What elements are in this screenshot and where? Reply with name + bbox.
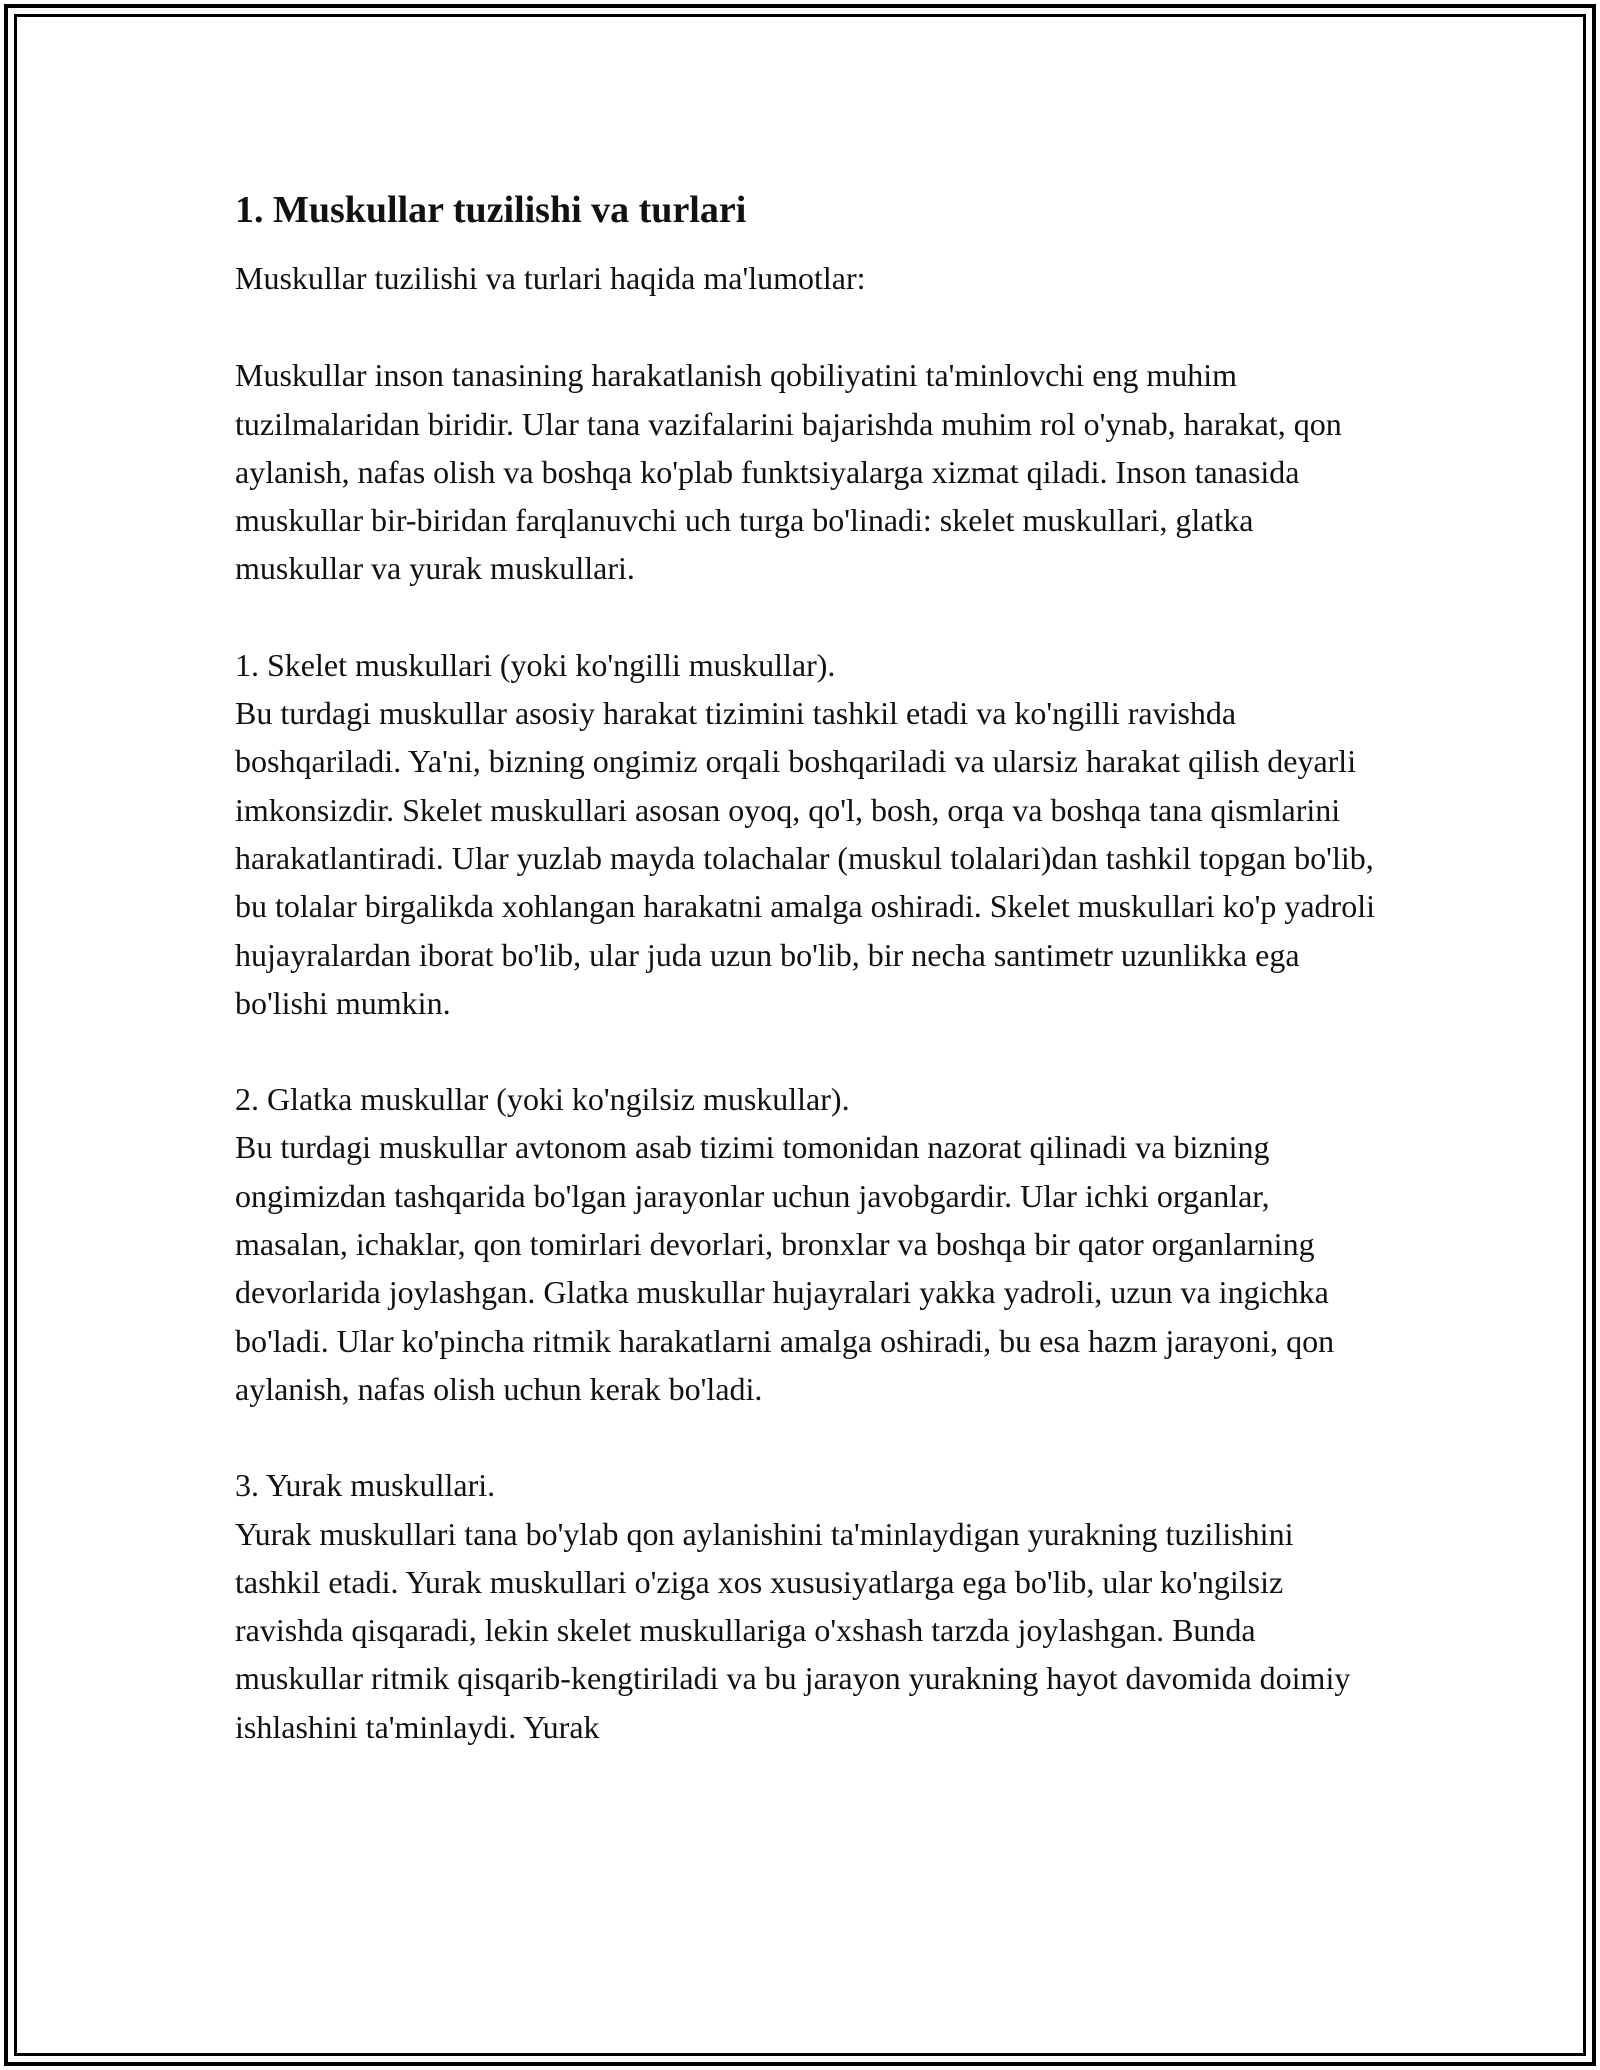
section-smooth-muscles — [235, 1075, 1375, 1413]
section-body: Bu turdagi muskullar avtonom asab tizimi tomonidan nazorat qilinadi va bizning ongimizdan tashqarida bo'lgan jarayonlar uchun javobgardir. Ular ichki organlar, masalan, ichaklar, qon tomirlari devorlari, bronxlar va boshqa bir qator organlarning devorlarida joylashgan. Glatka muskullar hujayralari yakka yadroli, uzun va ingichka bo'ladi. Ular ko'pincha ritmik harakatlarni amalga oshiradi, bu esa hazm jarayoni, qon aylanish, nafas olish uchun kerak bo'ladi. — [235, 1129, 1335, 1407]
document-heading: 1. Muskullar tuzilishi va turlari — [235, 189, 747, 231]
intro-line: Muskullar tuzilishi va turlari haqida ma'lumotlar: — [235, 260, 866, 296]
section-heart-muscles — [235, 1461, 1375, 1751]
section-title: 3. Yurak muskullari. — [235, 1467, 496, 1504]
section-skeletal-muscles — [235, 641, 1375, 1027]
section-body: Yurak muskullari tana bo'ylab qon aylanishini ta'minlaydigan yurakning tuzilishini tashkil etadi. Yurak muskullari o'ziga xos xususiyatlarga ega bo'lib, ular ko'ngilsiz ravishda qisqaradi, lekin skelet muskullariga o'xshash tarzda joylashgan. Bunda muskullar ritmik qisqarib-kengtiriladi va bu jarayon yurakning hayot davomida doimiy ishlashini ta'minlaydi. Yurak — [235, 1515, 1351, 1745]
document-content — [235, 186, 1375, 1799]
section-title: 2. Glatka muskullar (yoki ko'ngilsiz muskullar). — [235, 1081, 850, 1118]
section-body: Bu turdagi muskullar asosiy harakat tizimini tashkil etadi va ko'ngilli ravishda boshqariladi. Ya'ni, bizning ongimiz orqali boshqariladi va ularsiz harakat qilish deyarli imkonsizdir. Skelet muskullari asosan oyoq, qo'l, bosh, orqa va boshqa tana qismlarini harakatlantiradi. Ular yuzlab mayda tolachalar (muskul tolalari)dan tashkil topgan bo'lib, bu tolalar birgalikda xohlangan harakatni amalga oshiradi. Skelet muskullari ko'p yadroli hujayralardan iborat bo'lib, ular juda uzun bo'lib, bir necha santimetr uzunlikka ega bo'lishi mumkin. — [235, 695, 1375, 1021]
overview-paragraph: Muskullar inson tanasining harakatlanish qobiliyatini ta'minlovchi eng muhim tuzilmalaridan biridir. Ular tana vazifalarini bajarishda muhim rol o'ynab, harakat, qon aylanish, nafas olish va boshqa ko'plab funktsiyalarga xizmat qiladi. Inson tanasida muskullar bir-biridan farqlanuvchi uch turga bo'linadi: skelet muskullari, glatka muskullar va yurak muskullari. — [235, 357, 1342, 587]
section-title: 1. Skelet muskullari (yoki ko'ngilli muskullar). — [235, 646, 836, 683]
